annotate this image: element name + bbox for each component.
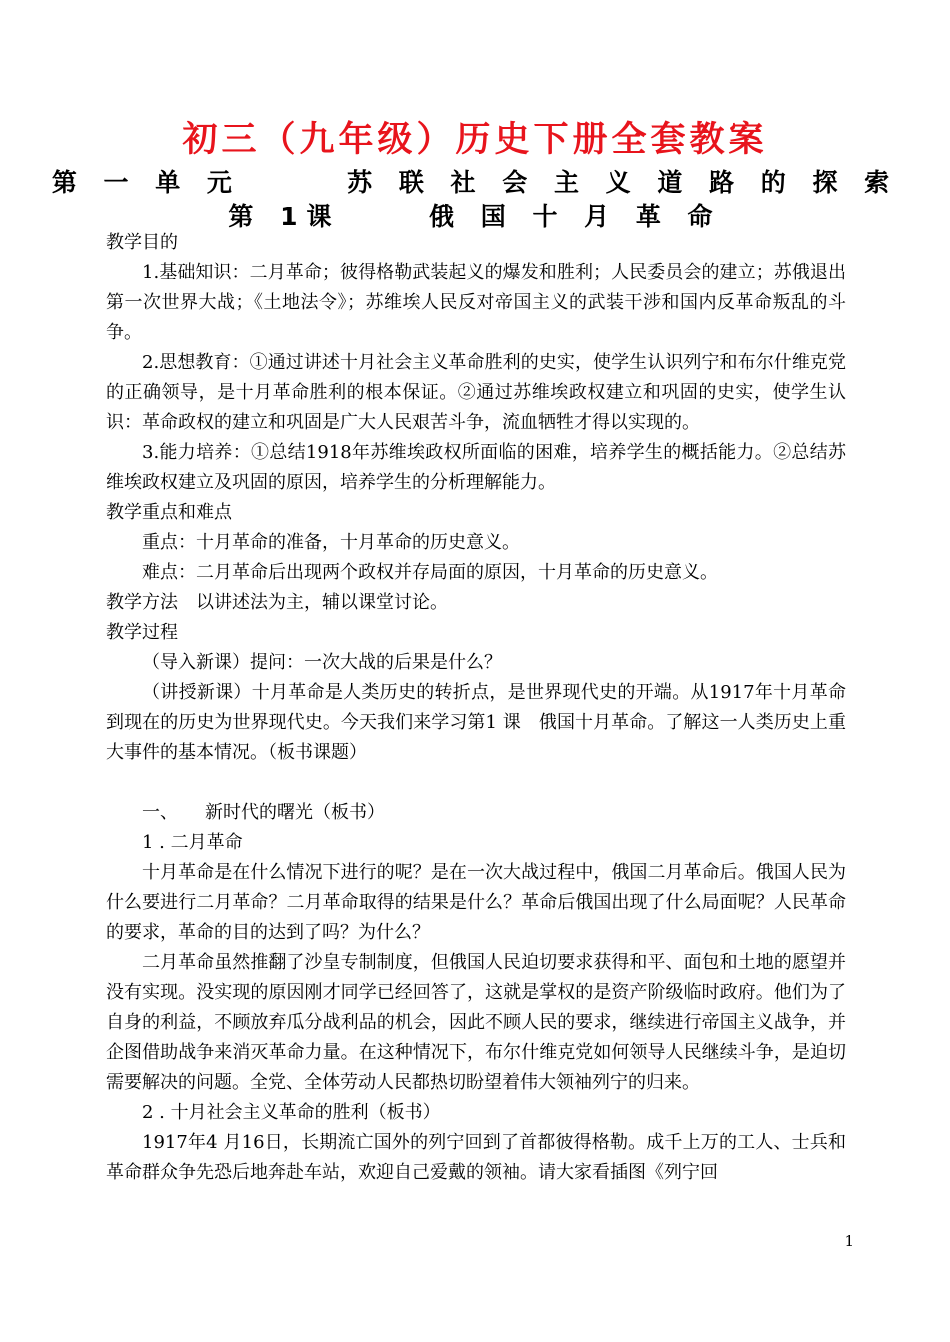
paragraph: 1.基础知识：二月革命；彼得格勒武装起义的爆发和胜利；人民委员会的建立；苏俄退出第一次世界大战；《土地法令》；苏维埃人民反对帝国主义的武装干涉和国内反革命叛乱的斗争。	[106, 262, 846, 343]
lesson-title: 第 1课 俄 国 十 月 革 命	[228, 202, 722, 231]
paragraph: 教学目的	[106, 232, 178, 253]
paragraph: 十月革命是在什么情况下进行的呢？是在一次大战过程中，俄国二月革命后。俄国人民为什么要进行二月革命？二月革命取得的结果是什么？革命后俄国出现了什么局面呢？人民革命的要求，革命的目的达到了吗？为什么？	[106, 862, 846, 943]
paragraph: 重点：十月革命的准备，十月革命的历史意义。	[142, 532, 520, 553]
paragraph: 1917年4 月16日，长期流亡国外的列宁回到了首都彼得格勒。成千上万的工人、士兵和革命群众争先恐后地奔赴车站，欢迎自己爱戴的领袖。请大家看插图《列宁回	[106, 1132, 846, 1183]
paragraph: 教学过程	[106, 622, 178, 643]
paragraph: 二月革命虽然推翻了沙皇专制制度，但俄国人民迫切要求获得和平、面包和土地的愿望并没有实现。没实现的原因刚才同学已经回答了，这就是掌权的是资产阶级临时政府。他们为了自身的利益，不顾放弃瓜分战利品的机会，因此不顾人民的要求，继续进行帝国主义战争，并企图借助战争来消灭革命力量。在这种情况下，布尔什维克党如何领导人民继续斗争，是迫切需要解决的问题。全党、全体劳动人民都热切盼望着伟大领袖列宁的归来。	[106, 952, 846, 1093]
page-number: 1	[844, 1232, 854, 1250]
paragraph: 2 . 十月社会主义革命的胜利（板书）	[142, 1102, 441, 1123]
document-title: 初三（九年级）历史下册全套教案	[182, 120, 768, 160]
paragraph: 3.能力培养：①总结1918年苏维埃政权所面临的困难，培养学生的概括能力。②总结苏维埃政权建立及巩固的原因，培养学生的分析理解能力。	[106, 442, 846, 493]
unit-title: 第 一 单 元 苏 联 社 会 主 义 道 路 的 探 索	[51, 168, 899, 197]
paragraph: 教学方法 以讲述法为主，辅以课堂讨论。	[106, 592, 448, 613]
paragraph: 1 . 二月革命	[142, 832, 243, 853]
paragraph: 难点：二月革命后出现两个政权并存局面的原因，十月革命的历史意义。	[142, 562, 718, 583]
document-body	[106, 228, 846, 1188]
paragraph: 一、 新时代的曙光（板书）	[142, 802, 385, 823]
paragraph: （导入新课）提问：一次大战的后果是什么？	[142, 652, 502, 673]
paragraph: （讲授新课）十月革命是人类历史的转折点，是世界现代史的开端。从1917年十月革命到现在的历史为世界现代史。今天我们来学习第1 课 俄国十月革命。了解这一人类历史上重大事件的基本情况。（板书课题）	[106, 682, 846, 763]
paragraph: 2.思想教育：①通过讲述十月社会主义革命胜利的史实，使学生认识列宁和布尔什维克党的正确领导，是十月革命胜利的根本保证。②通过苏维埃政权建立和巩固的史实，使学生认识：革命政权的建立和巩固是广大人民艰苦斗争，流血牺牲才得以实现的。	[106, 352, 846, 433]
paragraph: 教学重点和难点	[106, 502, 232, 523]
